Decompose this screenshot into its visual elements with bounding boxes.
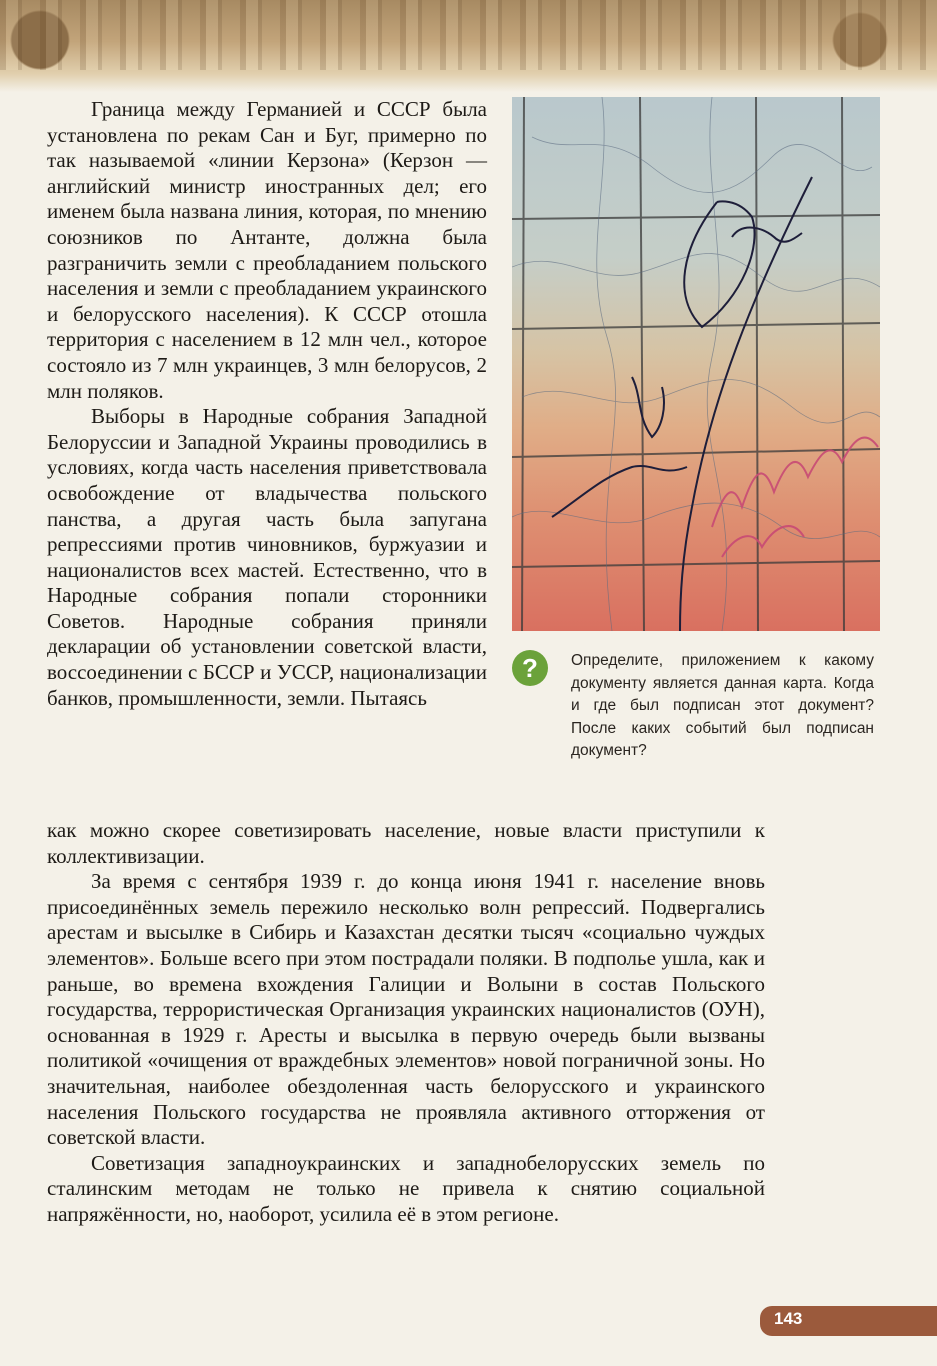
paragraph-sovietization: Советизация западноукраинских и западнобелорусских земель по сталинским методам не только не привела к снятию социальной напряжённости, но, наоборот, усилила её в этом регионе.: [47, 1150, 765, 1226]
paragraph-repressions: За время с сентября 1939 г. до конца июня 1941 г. население вновь присоединённых земель пережило несколько волн репрессий. Подвергались арестам и высылке в Сибирь и Казахстан десятки тысяч «социально чуждых элементов». Больше всего при этом пострадали поляки. В подполье ушла, как и раньше, во времена вхождения Галиции и Волыни в состав Польского государства, террористическая Организация украинских националистов (ОУН), основанная в 1929 г. Аресты и высылка в первую очередь были вызваны политикой «очищения от враждебных элементов» новой пограничной зоны. Но значительная, наиболее обездоленная часть белорусского и украинского населения Польского государства не проявляла активного отторжения от советской власти.: [47, 869, 765, 1150]
question-icon: ?: [512, 650, 548, 686]
historical-map-image: [512, 97, 880, 631]
text-full-width: [47, 818, 765, 1228]
page-number: 143: [774, 1309, 803, 1328]
paragraph-elections: Выборы в Народные собрания Западной Белоруссии и Западной Украины проводились в условиях, когда часть населения приветствовала освобождение от владычества польского панства, а другая часть была запугана репрессиями против чиновников, буржуазии и националистов всех мастей. Естественно, что в Народные собрания попали сторонники Советов. Народные собрания приняли декларации об установлении советской власти, воссоединении с БССР и УССР, национализации банков, промышленности, земли. Пытаясь: [47, 404, 487, 710]
paragraph-border: Граница между Германией и СССР была установлена по рекам Сан и Буг, примерно по так называемой «линии Керзона» (Керзон — английский министр иностранных дел; его именем была названа линия, которая, по мнению союзников по Антанте, должна была разграничить земли с преобладанием польского населения и земли с преобладанием украинского и белорусского населения). К СССР отошла территория с населением в 12 млн чел., которое состояло из 7 млн украинцев, 3 млн белорусов, 2 млн поляков.: [47, 97, 487, 403]
paragraph-elections-continued: как можно скорее советизировать население, новые власти приступили к коллективизации.: [47, 818, 765, 868]
decorative-header-banner: [0, 0, 937, 92]
page-number-tab: [760, 1306, 937, 1336]
map-drawing: [512, 97, 880, 631]
question-text: Определите, приложением к какому документу является данная карта. Когда и где был подписан этот документ? После каких событий был подписан документ?: [571, 652, 874, 759]
text-column-left: [47, 97, 487, 711]
